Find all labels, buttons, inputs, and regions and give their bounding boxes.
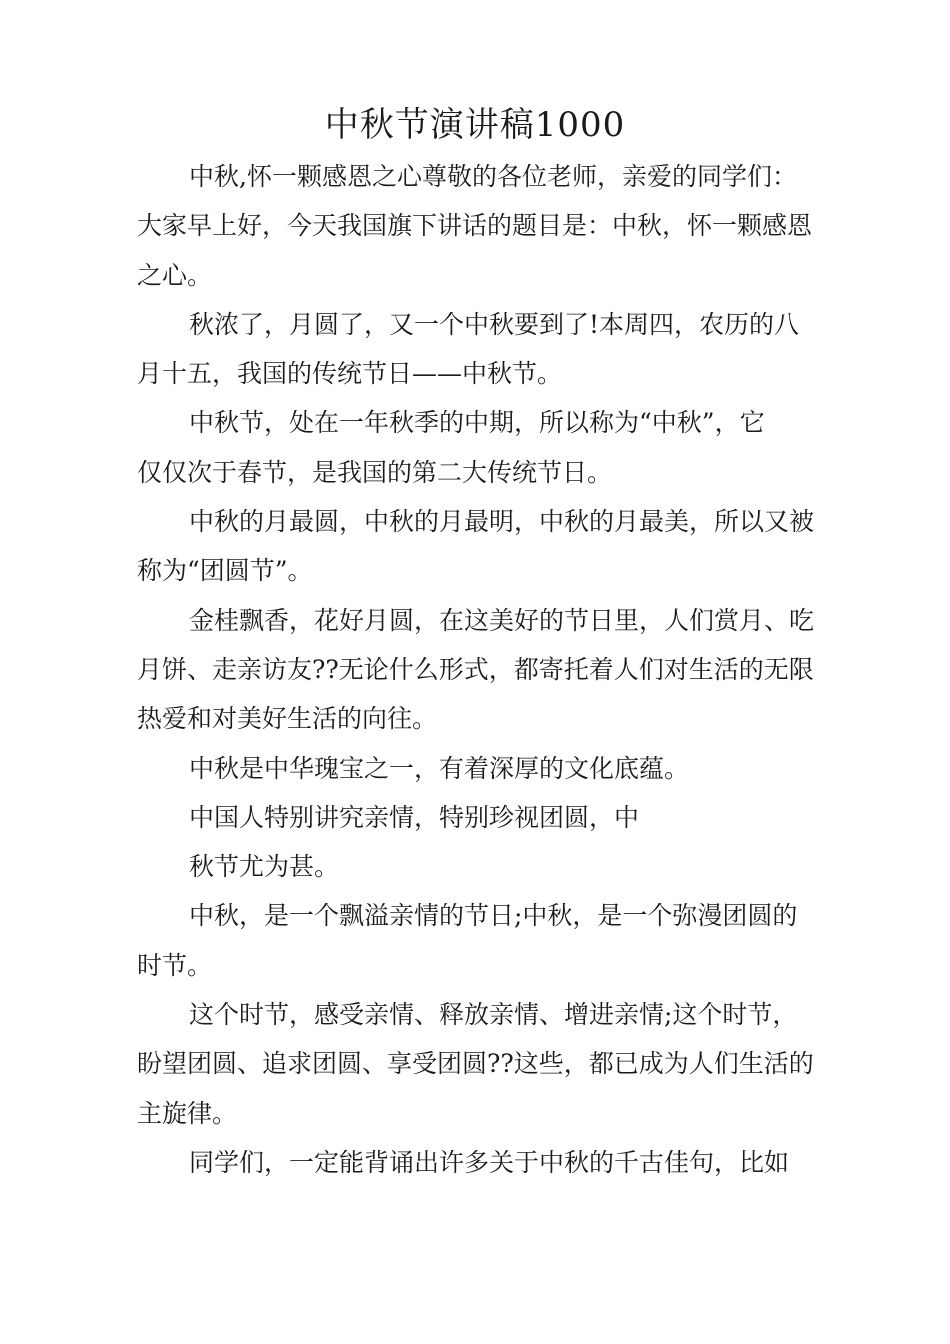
text-line: 月饼、走亲访友??无论什么形式，都寄托着人们对生活的无限 [137,654,814,684]
text-line: 盼望团圆、追求团圆、享受团圆??这些，都已成为人们生活的 [137,1049,814,1079]
text-line: 时节。 [137,950,213,980]
document-title: 中秋节演讲稿1000 [324,105,626,145]
text-line: 这个时节，感受亲情、释放亲情、增进亲情;这个时节， [189,1000,798,1030]
text-line: 中秋是中华瑰宝之一，有着深厚的文化底蕴。 [189,753,690,783]
document-body [137,152,827,1187]
text-line: 中秋，是一个飘溢亲情的节日;中秋，是一个弥漫团圆的 [189,901,798,931]
text-line: 仅仅次于春节，是我国的第二大传统节日。 [137,457,613,487]
text-line: 大家早上好，今天我国旗下讲话的题目是：中秋，怀一颗感恩 [137,211,813,241]
text-line: 秋节尤为甚。 [189,852,340,882]
text-line: 秋浓了，月圆了，又一个中秋要到了!本周四，农历的八 [189,309,800,339]
text-line: 中秋,怀一颗感恩之心尊敬的各位老师，亲爱的同学们： [189,162,797,191]
text-line: 金桂飘香，花好月圆，在这美好的节日里，人们赏月、吃 [189,605,815,635]
text-line: 月十五，我国的传统节日——中秋节。 [137,359,563,389]
text-line: 主旋律。 [137,1098,238,1128]
text-line: 之心。 [137,260,213,290]
text-line: 中秋的月最圆，中秋的月最明，中秋的月最美，所以又被 [189,507,815,537]
text-line: 称为“团圆节”。 [137,556,313,586]
text-line: 中国人特别讲究亲情，特别珍视团圆，中 [189,802,640,832]
text-line: 热爱和对美好生活的向往。 [137,704,438,734]
text-line: 同学们，一定能背诵出许多关于中秋的千古佳句，比如 [189,1147,790,1177]
text-line: 中秋节，处在一年秋季的中期，所以称为“中秋”，它 [189,408,765,438]
